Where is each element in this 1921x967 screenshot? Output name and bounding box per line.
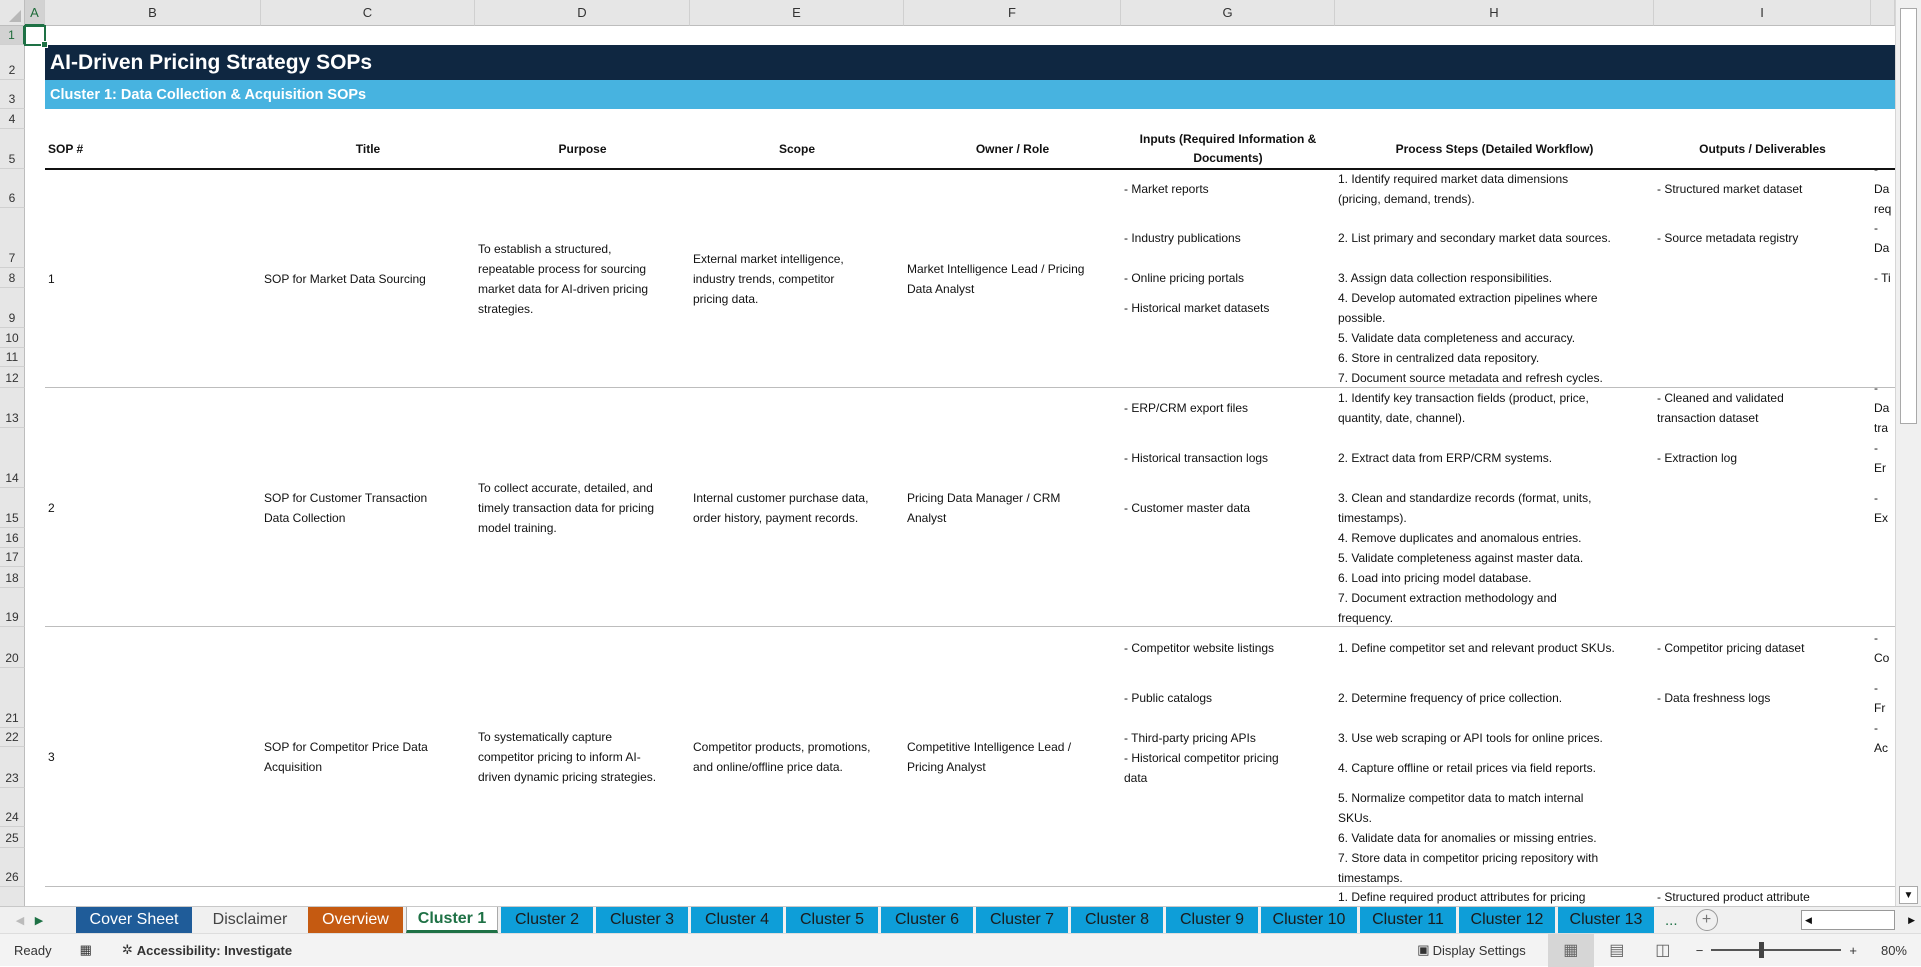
row-header[interactable]: 12	[0, 367, 25, 388]
truncated-cell: - Co	[1874, 630, 1890, 665]
header-purpose: Purpose	[558, 141, 607, 156]
accessibility-label: Accessibility: Investigate	[136, 942, 293, 958]
output-item: - Source metadata registry	[1657, 231, 1799, 245]
scrollbar-thumb[interactable]	[1900, 8, 1917, 424]
sop-owner: Competitive Intelligence Lead / Pricing Analyst	[907, 740, 1072, 774]
process-step: 1. Identify required market data dimensions (pricing, demand, trends).	[1338, 171, 1569, 206]
header-process-steps: Process Steps (Detailed Workflow)	[1395, 141, 1594, 156]
input-item: - Market reports	[1124, 181, 1209, 196]
row-header[interactable]: 6	[0, 169, 25, 208]
macro-record-icon[interactable]: ▦	[79, 942, 92, 957]
row-header[interactable]: 13	[0, 388, 25, 428]
process-step: 3. Assign data collection responsibilities.	[1338, 271, 1553, 285]
cluster-subtitle: Cluster 1: Data Collection & Acquisition SOPs	[45, 80, 1895, 109]
output-item: - Structured market dataset	[1657, 181, 1803, 196]
process-step: 4. Capture offline or retail prices via field reports.	[1338, 760, 1596, 775]
row-header[interactable]: 26	[0, 848, 25, 887]
input-item: - Industry publications	[1124, 231, 1241, 245]
accessibility-button[interactable]	[122, 942, 292, 958]
sheet-tab-cluster-12[interactable]: Cluster 12	[1459, 907, 1555, 933]
zoom-slider-thumb[interactable]	[1759, 942, 1764, 958]
process-step: 7. Document extraction methodology and frequency.	[1338, 590, 1557, 625]
zoom-level[interactable]: 80%	[1880, 942, 1907, 958]
process-step: 5. Validate data completeness and accuracy.	[1338, 331, 1576, 345]
row-header[interactable]: 20	[0, 627, 25, 668]
row-header[interactable]: 8	[0, 268, 25, 288]
process-step: 5. Normalize competitor data to match internal SKUs.	[1338, 790, 1584, 825]
sop-title: SOP for Competitor Price Data Acquisition	[264, 740, 428, 774]
sop-number: 2	[48, 500, 55, 515]
input-item: - Historical market datasets	[1124, 301, 1270, 315]
row-header[interactable]: 19	[0, 588, 25, 627]
row-header[interactable]: 23	[0, 747, 25, 788]
column-header[interactable]: H	[1335, 0, 1654, 26]
horizontal-scrollbar[interactable]	[1801, 910, 1915, 930]
row-header[interactable]: 21	[0, 668, 25, 728]
output-item: - Extraction log	[1657, 451, 1738, 465]
input-item: - Competitor website listings	[1124, 640, 1275, 655]
add-sheet-icon[interactable]: +	[1696, 909, 1718, 931]
sop-scope: Competitor products, promotions, and online/offline price data.	[693, 740, 871, 774]
page-layout-view-icon[interactable]: ▤	[1609, 942, 1625, 959]
sheet-tab-cluster-9[interactable]: Cluster 9	[1166, 907, 1258, 933]
process-step: 2. Extract data from ERP/CRM systems.	[1338, 451, 1553, 465]
process-step: 6. Store in centralized data repository.	[1338, 350, 1540, 365]
process-step: 4. Develop automated extraction pipelines where possible.	[1338, 291, 1598, 325]
scroll-down-arrow-icon[interactable]: ▼	[1899, 886, 1918, 904]
sheet-tab-cluster-13[interactable]: Cluster 13	[1558, 907, 1654, 933]
zoom-slider[interactable]	[1711, 949, 1841, 951]
truncated-cell: - Ac	[1874, 720, 1889, 755]
tab-scroll-left-icon[interactable]: ◀	[15, 914, 25, 927]
display-settings-icon: ▣	[1417, 942, 1430, 957]
header-sop-number: SOP #	[48, 141, 84, 156]
row-header[interactable]: 10	[0, 328, 25, 348]
sheet-tab-disclaimer[interactable]: Disclaimer	[212, 911, 288, 928]
sop-purpose: To collect accurate, detailed, and timely transaction data for pricing model training.	[478, 480, 655, 535]
more-tabs-button[interactable]: ...	[1665, 911, 1678, 929]
output-item: - Data freshness logs	[1657, 691, 1771, 705]
column-header[interactable]: I	[1654, 0, 1871, 26]
sheet-tab-cluster-6[interactable]: Cluster 6	[881, 907, 973, 933]
display-settings-button[interactable]	[1417, 942, 1526, 958]
input-item: - Public catalogs	[1124, 691, 1213, 705]
column-header[interactable]	[1871, 0, 1895, 26]
column-header[interactable]: B	[45, 0, 261, 26]
sop-purpose: To systematically capture competitor pricing to inform AI- driven dynamic pricing strategies.	[478, 730, 657, 784]
sheet-title: AI-Driven Pricing Strategy SOPs	[45, 45, 1895, 80]
normal-view-icon[interactable]: ▦	[1548, 934, 1594, 967]
row-header[interactable]: 17	[0, 548, 25, 567]
header-owner-role: Owner / Role	[975, 141, 1050, 156]
column-header[interactable]: E	[690, 0, 904, 26]
header-inputs: Inputs (Required Information & Documents)	[1139, 132, 1317, 165]
sop-number: 3	[48, 750, 55, 764]
sop-purpose: To establish a structured, repeatable process for sourcing market data for AI-driven pricing strategies.	[478, 241, 649, 316]
zoom-out-button[interactable]: −	[1695, 942, 1704, 958]
input-item: - Historical competitor pricing data	[1124, 750, 1279, 785]
sheet-tab-cluster-3[interactable]: Cluster 3	[596, 907, 688, 933]
input-item: - Third-party pricing APIs	[1124, 730, 1256, 745]
column-header[interactable]: A	[25, 0, 45, 26]
row-header[interactable]: 2	[0, 45, 25, 80]
truncated-cell: - Da req	[1874, 161, 1892, 216]
accessibility-icon: ✲	[121, 942, 133, 957]
page-break-view-icon[interactable]: ◫	[1655, 942, 1671, 959]
input-item: - ERP/CRM export files	[1124, 401, 1249, 415]
select-all-button[interactable]	[0, 0, 25, 26]
sop-scope: External market intelligence, industry trends, competitor pricing data.	[693, 251, 844, 306]
process-step: 3. Clean and standardize records (format, units, timestamps).	[1338, 491, 1592, 525]
sop-owner: Market Intelligence Lead / Pricing Data Analyst	[907, 261, 1085, 296]
process-step: 2. Determine frequency of price collection.	[1338, 691, 1563, 705]
sheet-tab-cluster-4[interactable]: Cluster 4	[691, 907, 783, 933]
zoom-in-button[interactable]: +	[1849, 942, 1857, 958]
process-step: 4. Remove duplicates and anomalous entries.	[1338, 531, 1582, 545]
sheet-tab-overview[interactable]: Overview	[308, 907, 403, 933]
row-header[interactable]: 25	[0, 827, 25, 848]
column-header[interactable]: G	[1121, 0, 1335, 26]
scroll-right-arrow-icon[interactable]: ▶	[1908, 914, 1915, 925]
status-ready: Ready	[14, 942, 52, 958]
truncated-cell: - Ex	[1874, 491, 1889, 525]
process-step: 7. Store data in competitor pricing repository with timestamps.	[1338, 850, 1599, 885]
row-header[interactable]: 9	[0, 288, 25, 328]
status-bar	[0, 933, 1921, 966]
column-header[interactable]: C	[261, 0, 475, 26]
row-header[interactable]: 4	[0, 109, 25, 129]
process-step: 3. Use web scraping or API tools for online prices.	[1338, 730, 1603, 745]
column-header[interactable]: F	[904, 0, 1121, 26]
sheet-tab-cover-sheet[interactable]: Cover Sheet	[76, 907, 192, 933]
row-header[interactable]: 24	[0, 788, 25, 827]
sheet-tab-cluster-10[interactable]: Cluster 10	[1261, 907, 1357, 933]
process-step: 1. Identify key transaction fields (product, price, quantity, date, channel).	[1338, 391, 1589, 425]
header-scope: Scope	[778, 141, 815, 156]
sheet-tab-cluster-11[interactable]: Cluster 11	[1360, 907, 1456, 933]
truncated-cell: - Da	[1874, 221, 1890, 255]
row-header[interactable]: 14	[0, 428, 25, 488]
sheet-tab-cluster-1[interactable]: Cluster 1	[406, 907, 498, 933]
sheet-tab-cluster-2[interactable]: Cluster 2	[501, 907, 593, 933]
process-step: 7. Document source metadata and refresh cycles.	[1338, 370, 1603, 385]
truncated-cell: - Da tra	[1874, 381, 1890, 435]
tab-scroll-right-icon[interactable]: ▶	[34, 914, 44, 927]
row-header[interactable]: 16	[0, 528, 25, 548]
sop-scope: Internal customer purchase data, order history, payment records.	[693, 490, 869, 525]
sheet-tab-cluster-5[interactable]: Cluster 5	[786, 907, 878, 933]
output-item: - Cleaned and validated transaction dataset	[1657, 391, 1784, 425]
sop-number: 1	[48, 271, 55, 286]
row-header[interactable]: 15	[0, 488, 25, 528]
sheet-tab-cluster-8[interactable]: Cluster 8	[1071, 907, 1163, 933]
process-step: 6. Validate data for anomalies or missing entries.	[1338, 830, 1597, 845]
truncated-cell: - Er	[1874, 441, 1886, 475]
sop-owner: Pricing Data Manager / CRM Analyst	[907, 490, 1061, 525]
row-header[interactable]: 11	[0, 348, 25, 367]
sop-title: SOP for Market Data Sourcing	[264, 271, 426, 286]
row-header[interactable]: 5	[0, 129, 25, 169]
truncated-cell: - Ti	[1874, 271, 1891, 285]
active-cell-a1[interactable]	[24, 25, 46, 46]
row-header[interactable]: 18	[0, 567, 25, 588]
row-header[interactable]: 1	[0, 26, 25, 45]
sheet-tab-bar	[0, 906, 1921, 933]
sheet-tab-cluster-7[interactable]: Cluster 7	[976, 907, 1068, 933]
row-header[interactable]: 7	[0, 208, 25, 268]
output-item: - Structured product attribute	[1657, 890, 1810, 904]
sop-title: SOP for Customer Transaction Data Collection	[264, 490, 428, 525]
display-settings-label: Display Settings	[1432, 942, 1526, 958]
output-item: - Competitor pricing dataset	[1657, 640, 1805, 655]
truncated-cell: - Fr	[1874, 681, 1886, 715]
header-outputs: Outputs / Deliverables	[1699, 141, 1826, 156]
process-step: 6. Load into pricing model database.	[1338, 570, 1532, 585]
process-step: 2. List primary and secondary market data sources.	[1338, 231, 1611, 245]
row-header[interactable]: 3	[0, 80, 25, 109]
row-header[interactable]: 22	[0, 728, 25, 747]
process-step: 1. Define competitor set and relevant product SKUs.	[1338, 640, 1615, 655]
input-item: - Online pricing portals	[1124, 271, 1245, 285]
header-title: Title	[355, 141, 381, 156]
process-step: 5. Validate completeness against master data.	[1338, 550, 1584, 565]
column-header[interactable]: D	[475, 0, 690, 26]
vertical-scrollbar[interactable]	[1895, 0, 1921, 906]
process-step: 1. Define required product attributes for pricing	[1338, 890, 1586, 904]
input-item: - Historical transaction logs	[1124, 451, 1269, 465]
scroll-left-arrow-icon[interactable]: ◀	[1805, 914, 1812, 925]
input-item: - Customer master data	[1124, 501, 1251, 515]
